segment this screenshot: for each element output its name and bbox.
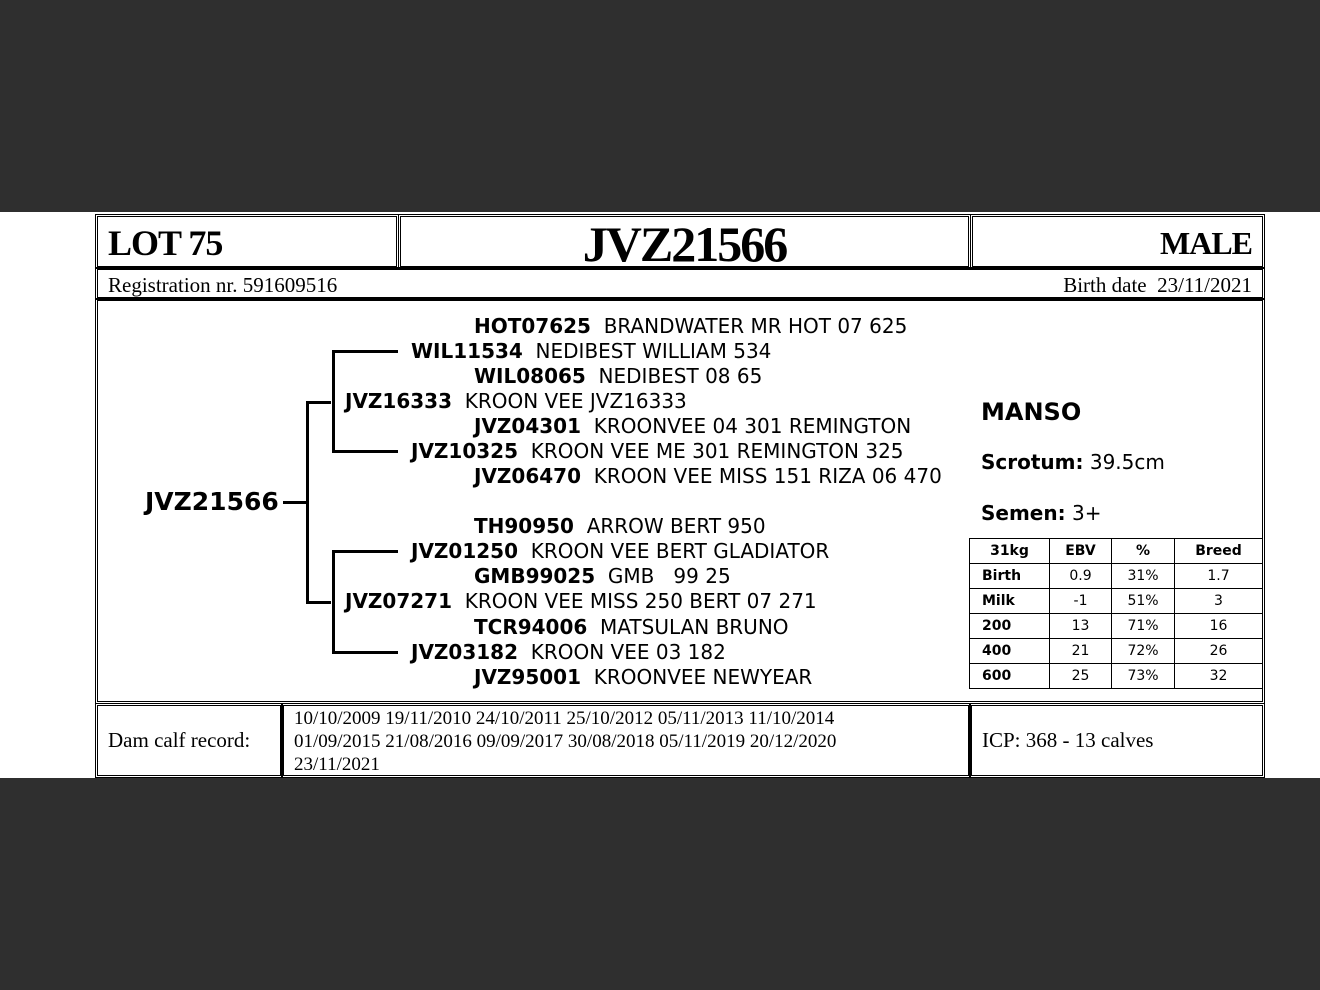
pedigree-dam (345, 589, 817, 613)
semen-info (981, 501, 1101, 525)
ebv-row-label: Milk (970, 589, 1050, 614)
pedigree-dam-dam-sire (474, 615, 789, 639)
pedigree-name: NEDIBEST 08 65 (598, 364, 763, 388)
ebv-header-cell: % (1112, 539, 1175, 564)
sex-label: MALE (1160, 225, 1252, 261)
ebv-cell: 31% (1112, 564, 1175, 589)
pedigree-sire-sire (411, 339, 771, 363)
ebv-row-label: 200 (970, 614, 1050, 639)
ebv-cell: 13 (1050, 614, 1112, 639)
pedigree-sire-sire-sire (474, 314, 907, 338)
ebv-row (970, 664, 1263, 689)
pedigree-name: KROONVEE NEWYEAR (593, 665, 813, 689)
dam-record-line: 01/09/2015 21/08/2016 09/09/2017 30/08/2018 05/11/2019 20/12/2020 (294, 731, 837, 752)
ebv-row-label: 600 (970, 664, 1050, 689)
pedigree-code: JVZ06470 (474, 464, 582, 488)
pedigree-name: BRANDWATER MR HOT 07 625 (603, 314, 908, 338)
ebv-cell: 21 (1050, 639, 1112, 664)
ebv-cell: -1 (1050, 589, 1112, 614)
pedigree-dam-sire (411, 539, 829, 563)
semen-value: 3+ (1071, 501, 1102, 525)
pedigree-dam-sire-dam (474, 564, 731, 588)
birth-date-value: 23/11/2021 (1157, 273, 1252, 297)
pedigree-code: JVZ01250 (411, 539, 519, 563)
pedigree-sire-dam-sire (474, 414, 911, 438)
ebv-row-label: Birth (970, 564, 1050, 589)
lot-sheet (0, 212, 1320, 778)
scrotum-info (981, 450, 1165, 474)
dam-record-box (281, 703, 971, 778)
pedigree-name: NEDIBEST WILLIAM 534 (535, 339, 772, 363)
sex-box (970, 214, 1265, 269)
semen-label: Semen: (981, 501, 1066, 525)
pedigree-sire-dam (411, 439, 904, 463)
pedigree-code: JVZ04301 (474, 414, 582, 438)
pedigree-animal: JVZ21566 (145, 487, 279, 516)
pedigree-code: GMB99025 (474, 564, 596, 588)
animal-id-box (398, 214, 971, 272)
pedigree-code: JVZ07271 (345, 589, 453, 613)
pedigree-name: KROON VEE BERT GLADIATOR (530, 539, 830, 563)
ebv-row (970, 589, 1263, 614)
scrotum-label: Scrotum: (981, 450, 1084, 474)
lot-number: LOT 75 (108, 223, 223, 263)
scrotum-value: 39.5cm (1089, 450, 1165, 474)
ebv-cell: 71% (1112, 614, 1175, 639)
ebv-row (970, 614, 1263, 639)
pedigree-code: HOT07625 (474, 314, 591, 338)
birth-date-label: Birth date (1063, 273, 1147, 297)
birth-date (1063, 273, 1252, 298)
registration (108, 273, 337, 298)
pedigree-code: WIL11534 (411, 339, 523, 363)
dam-record-label-box (95, 703, 283, 778)
registration-number: 591609516 (242, 273, 338, 297)
pedigree-dam-dam (411, 640, 726, 664)
pedigree-code: TCR94006 (474, 615, 588, 639)
dam-record-line: 23/11/2021 (294, 754, 380, 775)
pedigree-name: KROON VEE JVZ16333 (464, 389, 687, 413)
ebv-header-cell: EBV (1050, 539, 1112, 564)
ebv-header-cell: 31kg (970, 539, 1050, 564)
pedigree-name: GMB 99 25 (607, 564, 731, 588)
registration-label: Registration nr. (108, 273, 238, 297)
dam-record-dates (294, 707, 836, 776)
pedigree-dam-sire-sire (474, 514, 766, 538)
ebv-cell: 32 (1175, 664, 1263, 689)
ebv-cell: 16 (1175, 614, 1263, 639)
pedigree-name: MATSULAN BRUNO (600, 615, 789, 639)
dam-record-label: Dam calf record: (108, 728, 251, 752)
pedigree-code: WIL08065 (474, 364, 586, 388)
pedigree-name: KROONVEE 04 301 REMINGTON (593, 414, 912, 438)
pedigree-sire-dam-dam (474, 464, 942, 488)
ebv-cell: 51% (1112, 589, 1175, 614)
pedigree-name: KROON VEE MISS 250 BERT 07 271 (464, 589, 817, 613)
ebv-cell: 73% (1112, 664, 1175, 689)
ebv-cell: 26 (1175, 639, 1263, 664)
lot-box (95, 214, 399, 269)
pedigree-name: KROON VEE ME 301 REMINGTON 325 (530, 439, 904, 463)
pedigree-code: TH90950 (474, 514, 574, 538)
ebv-row (970, 564, 1263, 589)
pedigree-dam-dam-dam (474, 665, 812, 689)
pedigree-code: JVZ10325 (411, 439, 519, 463)
pedigree-code: JVZ95001 (474, 665, 582, 689)
ebv-cell: 72% (1112, 639, 1175, 664)
icp-value: ICP: 368 - 13 calves (982, 728, 1154, 752)
pedigree-name: ARROW BERT 950 (586, 514, 766, 538)
registration-row (95, 267, 1265, 300)
animal-id-title: JVZ21566 (582, 216, 787, 272)
pedigree-code: JVZ03182 (411, 640, 519, 664)
ebv-cell: 1.7 (1175, 564, 1263, 589)
ebv-header-row (970, 539, 1263, 564)
pedigree-sire-sire-dam (474, 364, 762, 388)
pedigree-name: KROON VEE MISS 151 RIZA 06 470 (593, 464, 942, 488)
ebv-header-cell: Breed (1175, 539, 1263, 564)
icp-box (969, 703, 1265, 778)
pedigree-sire (345, 389, 687, 413)
ebv-cell: 3 (1175, 589, 1263, 614)
pedigree-code: JVZ16333 (345, 389, 453, 413)
pedigree-name: KROON VEE 03 182 (530, 640, 726, 664)
ebv-row (970, 639, 1263, 664)
animal-name: MANSO (981, 398, 1082, 426)
ebv-cell: 25 (1050, 664, 1112, 689)
ebv-row-label: 400 (970, 639, 1050, 664)
ebv-cell: 0.9 (1050, 564, 1112, 589)
ebv-table (969, 538, 1263, 689)
dam-record-line: 10/10/2009 19/11/2010 24/10/2011 25/10/2012 05/11/2013 11/10/2014 (294, 708, 835, 729)
